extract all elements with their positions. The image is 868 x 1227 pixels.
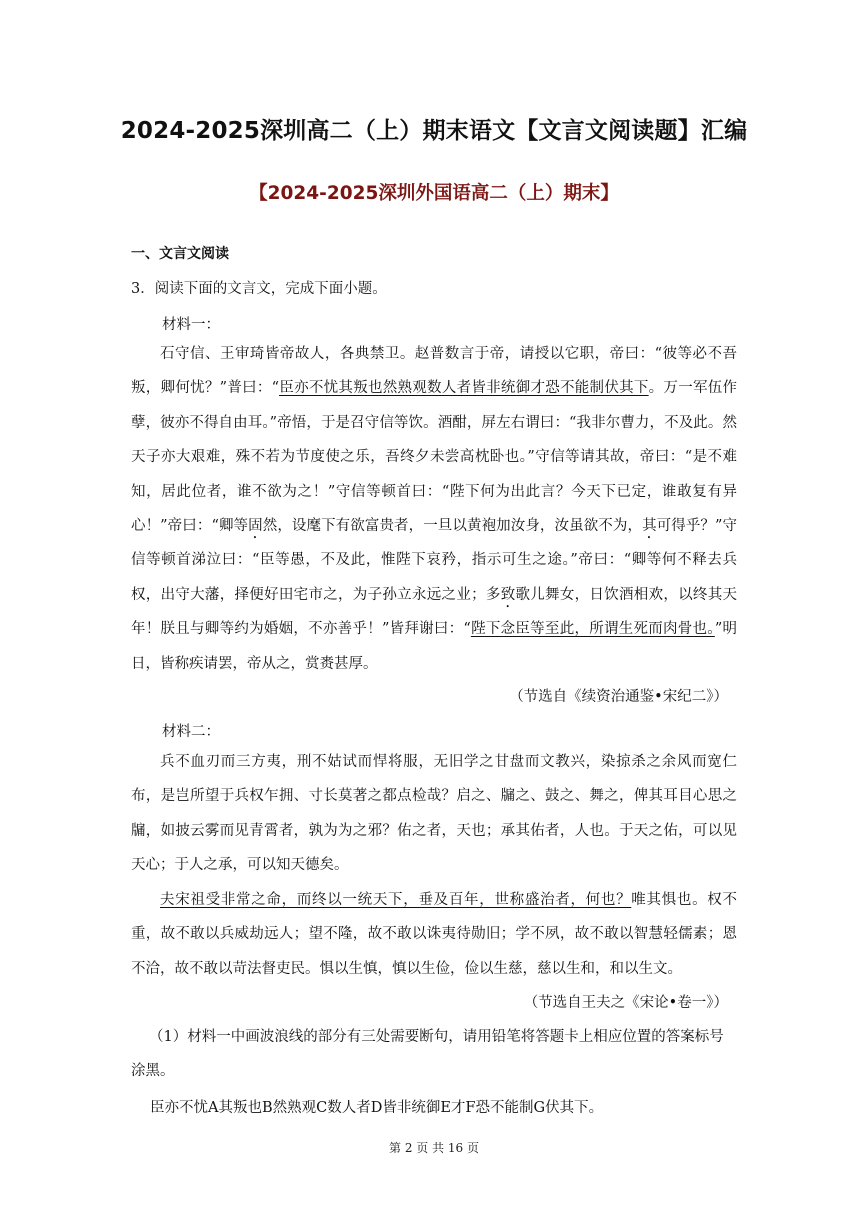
- emphasized-character: 致: [500, 586, 516, 603]
- document-title: 2024-2025深圳高二（上）期末语文【文言文阅读题】汇编: [120, 118, 748, 144]
- text-segment: ”明日，皆称疾请罢，帝从之，赏赉甚厚。: [131, 621, 738, 672]
- segmentation-options: 臣亦不忧A其叛也B然熟观C数人者D皆非统御E才F恐不能制G伏其下。: [150, 1100, 604, 1116]
- material-one-label: 材料一：: [162, 317, 220, 333]
- text-segment: 石守信、王审琦皆帝故人，各典禁卫。赵普数言于帝，请授以它职，帝曰：“彼等必不吾叛，卿何忧？”普曰：“: [131, 346, 737, 397]
- text-segment: 唯其惧也。权不重，故不敢以兵威劫远人；望不隆，故不敢以诛夷待勋旧；学不夙，故不敢以智慧轻儒素；恩不洽，故不敢以苛法督吏民。惧以生慎，慎以生俭，俭以生慈，慈以生和，和以生文。: [131, 892, 737, 977]
- material-two-label: 材料二：: [162, 724, 220, 740]
- text-segment: 然，设麾下有欲富贵者，一旦以黄袍加汝身，汝虽欲不为，: [262, 518, 643, 535]
- material-one-text: [131, 337, 737, 681]
- material-two-paragraph-2: [131, 883, 737, 986]
- material-one-source: （节选自《续资治通鉴•宋纪二》）: [509, 689, 728, 705]
- text-segment: 可得乎？”守信等顿首涕泣曰：“臣等愚，不及此，惟陛下哀矜，指示可生之途。”帝曰：“卿等何不释去兵权，出守大藩，择便好田宅市之，为子孙立永远之业；多: [131, 518, 738, 603]
- emphasized-character: 其: [642, 518, 657, 535]
- text-segment: 歌儿舞女，日饮酒相欢，以终其天年！朕且与卿等约为婚姻，不亦善乎！”皆拜谢曰：“: [131, 586, 738, 638]
- wavy-underlined-sentence: 臣亦不忧其叛也然熟观数人者皆非统御才恐不能制伏其下: [279, 380, 649, 397]
- exam-source-heading: 【2024-2025深圳外国语高二（上）期末】: [249, 183, 619, 204]
- material-two-paragraph-1: 兵不血刃而三方夷，刑不姑试而悍将服，无旧学之甘盘而文教兴，染掠杀之余风而宽仁布，是岂所望于兵权乍拥、寸长莫著之都点检哉？启之、牖之、鼓之、舞之，俾其耳目心思之牖，如披云雾而见青霄者，孰为为之邪？佑之者，天也；承其佑者，人也。于天之佑，可以见天心；于人之承，可以知天德矣。: [131, 754, 737, 874]
- emphasized-character: 固: [248, 518, 263, 535]
- section-heading: 一、文言文阅读: [131, 246, 229, 262]
- text-segment: 。万一军伍作孽，彼亦不得自由耳。”帝悟，于是召守信等饮。酒酣，屏左右谓曰：“我非尔曹力，不及此。然天子亦大艰难，殊不若为节度使之乐，吾终夕未尝高枕卧也。”守信等请其故，帝曰：“是不难知，居此位者，谁不欲为之！”守信等顿首曰：“陛下何为出此言？今天下已定，谁敢复有异心！”帝曰：“卿等: [131, 380, 738, 535]
- underlined-sentence: 陛下念臣等至此，所谓生死而肉骨也。: [470, 621, 715, 638]
- sub-question-1: （1）材料一中画波浪线的部分有三处需要断句，请用铅笔将答题卡上相应位置的答案标号涂黑。: [131, 1029, 724, 1079]
- question-prompt: 3．阅读下面的文言文，完成下面小题。: [131, 281, 387, 297]
- underlined-sentence: 夫宋祖受非常之命，而终以一统天下，垂及百年，世称盛治者，何也？: [160, 892, 632, 908]
- material-two-source: （节选自王夫之《宋论•卷一》）: [523, 995, 728, 1011]
- page-footer: 第 2 页 共 16 页: [389, 1141, 479, 1155]
